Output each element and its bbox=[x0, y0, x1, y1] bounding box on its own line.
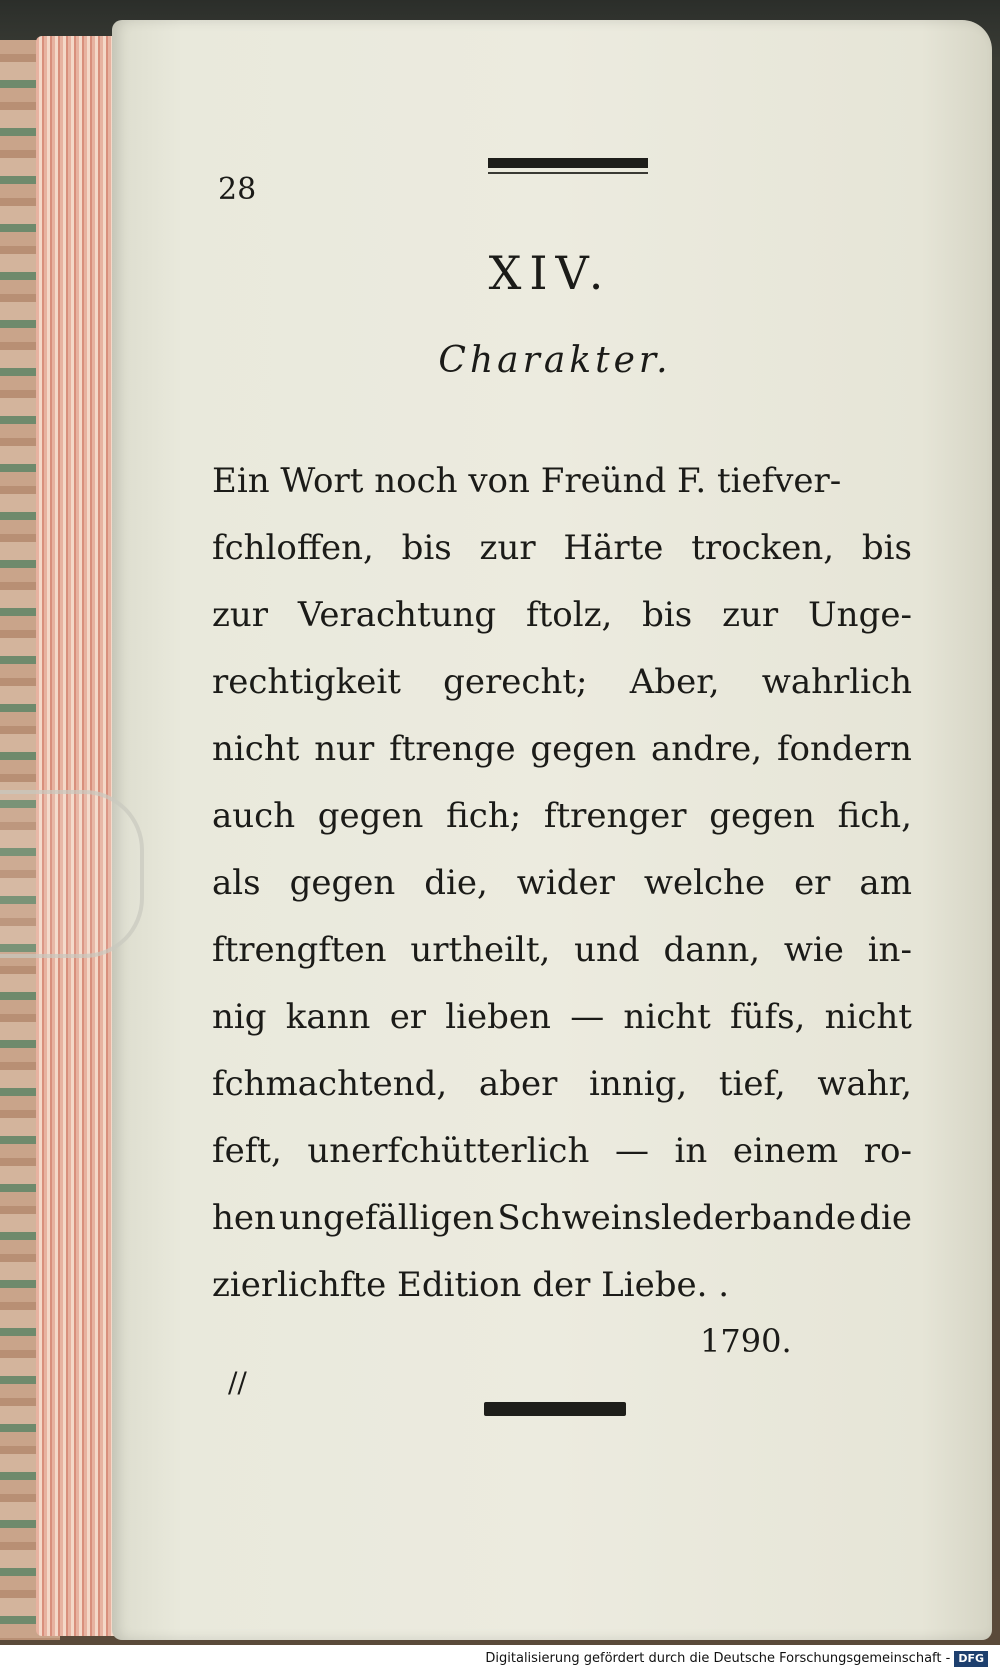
text-word: wahrlich bbox=[761, 662, 912, 702]
text-word: bis bbox=[401, 528, 452, 568]
text-word: zur bbox=[212, 595, 269, 635]
text-word: ftrengften bbox=[212, 930, 387, 970]
text-word: Härte bbox=[563, 528, 664, 568]
text-line bbox=[212, 515, 912, 582]
text-line bbox=[212, 917, 912, 984]
text-line bbox=[212, 448, 912, 515]
section-numeral: XIV. bbox=[488, 246, 612, 300]
text-word: Aber, bbox=[629, 662, 720, 702]
text-word: feft, bbox=[212, 1131, 282, 1171]
text-word: wider bbox=[516, 863, 615, 903]
text-word: trocken, bbox=[691, 528, 835, 568]
text-word: fchloffen, bbox=[212, 528, 374, 568]
text-word: tief, bbox=[718, 1064, 786, 1104]
text-word: ungefälligen bbox=[279, 1198, 495, 1238]
text-word: fich, bbox=[837, 796, 912, 836]
text-word: auch bbox=[212, 796, 296, 836]
text-word: einem bbox=[732, 1131, 839, 1171]
text-word: Ein Wort noch von Freünd F. tiefver- bbox=[212, 461, 842, 501]
text-word: innig, bbox=[589, 1064, 688, 1104]
footer-text: Digitalisierung gefördert durch die Deutsche Forschungsgemeinschaft - bbox=[485, 1651, 951, 1666]
text-line bbox=[212, 984, 912, 1051]
text-word: hen bbox=[212, 1198, 276, 1238]
text-word: nicht bbox=[623, 997, 711, 1037]
text-word: wahr, bbox=[817, 1064, 912, 1104]
text-line bbox=[212, 649, 912, 716]
text-word: rechtigkeit bbox=[212, 662, 401, 702]
text-word: am bbox=[859, 863, 912, 903]
text-word: und bbox=[574, 930, 640, 970]
text-word: wie bbox=[783, 930, 844, 970]
text-word: in bbox=[674, 1131, 708, 1171]
text-word: er bbox=[389, 997, 427, 1037]
text-word: — bbox=[614, 1131, 649, 1171]
text-word: lieben bbox=[445, 997, 551, 1037]
text-word: welche bbox=[643, 863, 766, 903]
text-word: füfs, bbox=[730, 997, 806, 1037]
text-word: fondern bbox=[776, 729, 912, 769]
text-word: nicht bbox=[824, 997, 912, 1037]
body-text bbox=[212, 448, 912, 1319]
text-word: kann bbox=[285, 997, 371, 1037]
page-number: 28 bbox=[218, 172, 257, 207]
text-word: die bbox=[859, 1198, 912, 1238]
text-word: die, bbox=[424, 863, 488, 903]
text-word: gegen bbox=[289, 863, 396, 903]
page-clip bbox=[0, 790, 144, 958]
text-word: nig bbox=[212, 997, 267, 1037]
text-word: zur bbox=[722, 595, 779, 635]
text-line bbox=[212, 1118, 912, 1185]
text-word: ro- bbox=[863, 1131, 912, 1171]
text-word: er bbox=[794, 863, 831, 903]
text-word: ftrenger bbox=[543, 796, 687, 836]
text-line bbox=[212, 783, 912, 850]
text-word: gerecht; bbox=[443, 662, 588, 702]
text-word: bis bbox=[642, 595, 693, 635]
pencil-mark: // bbox=[228, 1366, 247, 1399]
text-word: Schweinslederbande bbox=[497, 1198, 856, 1238]
text-line bbox=[212, 850, 912, 917]
text-word: ftrenge bbox=[389, 729, 516, 769]
top-rule-thin bbox=[488, 172, 648, 174]
text-word: unerfchütterlich bbox=[307, 1131, 590, 1171]
text-word: Verachtung bbox=[297, 595, 497, 635]
text-word: ftolz, bbox=[526, 595, 613, 635]
text-word: aber bbox=[478, 1064, 558, 1104]
text-word: Unge- bbox=[808, 595, 912, 635]
text-word: fchmachtend, bbox=[212, 1064, 448, 1104]
text-word: fich; bbox=[446, 796, 522, 836]
dfg-badge: DFG bbox=[954, 1651, 988, 1667]
text-word: gegen bbox=[530, 729, 637, 769]
text-word: zur bbox=[479, 528, 536, 568]
text-word: bis bbox=[861, 528, 912, 568]
section-title: Charakter. bbox=[438, 340, 672, 381]
text-word: nur bbox=[314, 729, 375, 769]
text-word: andre, bbox=[650, 729, 763, 769]
text-word: urtheilt, bbox=[410, 930, 551, 970]
text-word: zierlichfte Edition der Liebe. . bbox=[212, 1265, 730, 1305]
text-word: gegen bbox=[709, 796, 815, 836]
text-word: nicht bbox=[212, 729, 300, 769]
bottom-rule bbox=[484, 1402, 626, 1416]
footer bbox=[0, 1645, 1000, 1673]
text-line bbox=[212, 582, 912, 649]
text-word: — bbox=[570, 997, 605, 1037]
year: 1790. bbox=[700, 1322, 792, 1360]
top-rule bbox=[488, 158, 648, 168]
text-word: gegen bbox=[317, 796, 424, 836]
text-line bbox=[212, 1051, 912, 1118]
text-word: als bbox=[212, 863, 261, 903]
text-word: dann, bbox=[663, 930, 761, 970]
text-line bbox=[212, 716, 912, 783]
text-line bbox=[212, 1252, 912, 1319]
text-word: in- bbox=[867, 930, 912, 970]
text-line bbox=[212, 1185, 912, 1252]
